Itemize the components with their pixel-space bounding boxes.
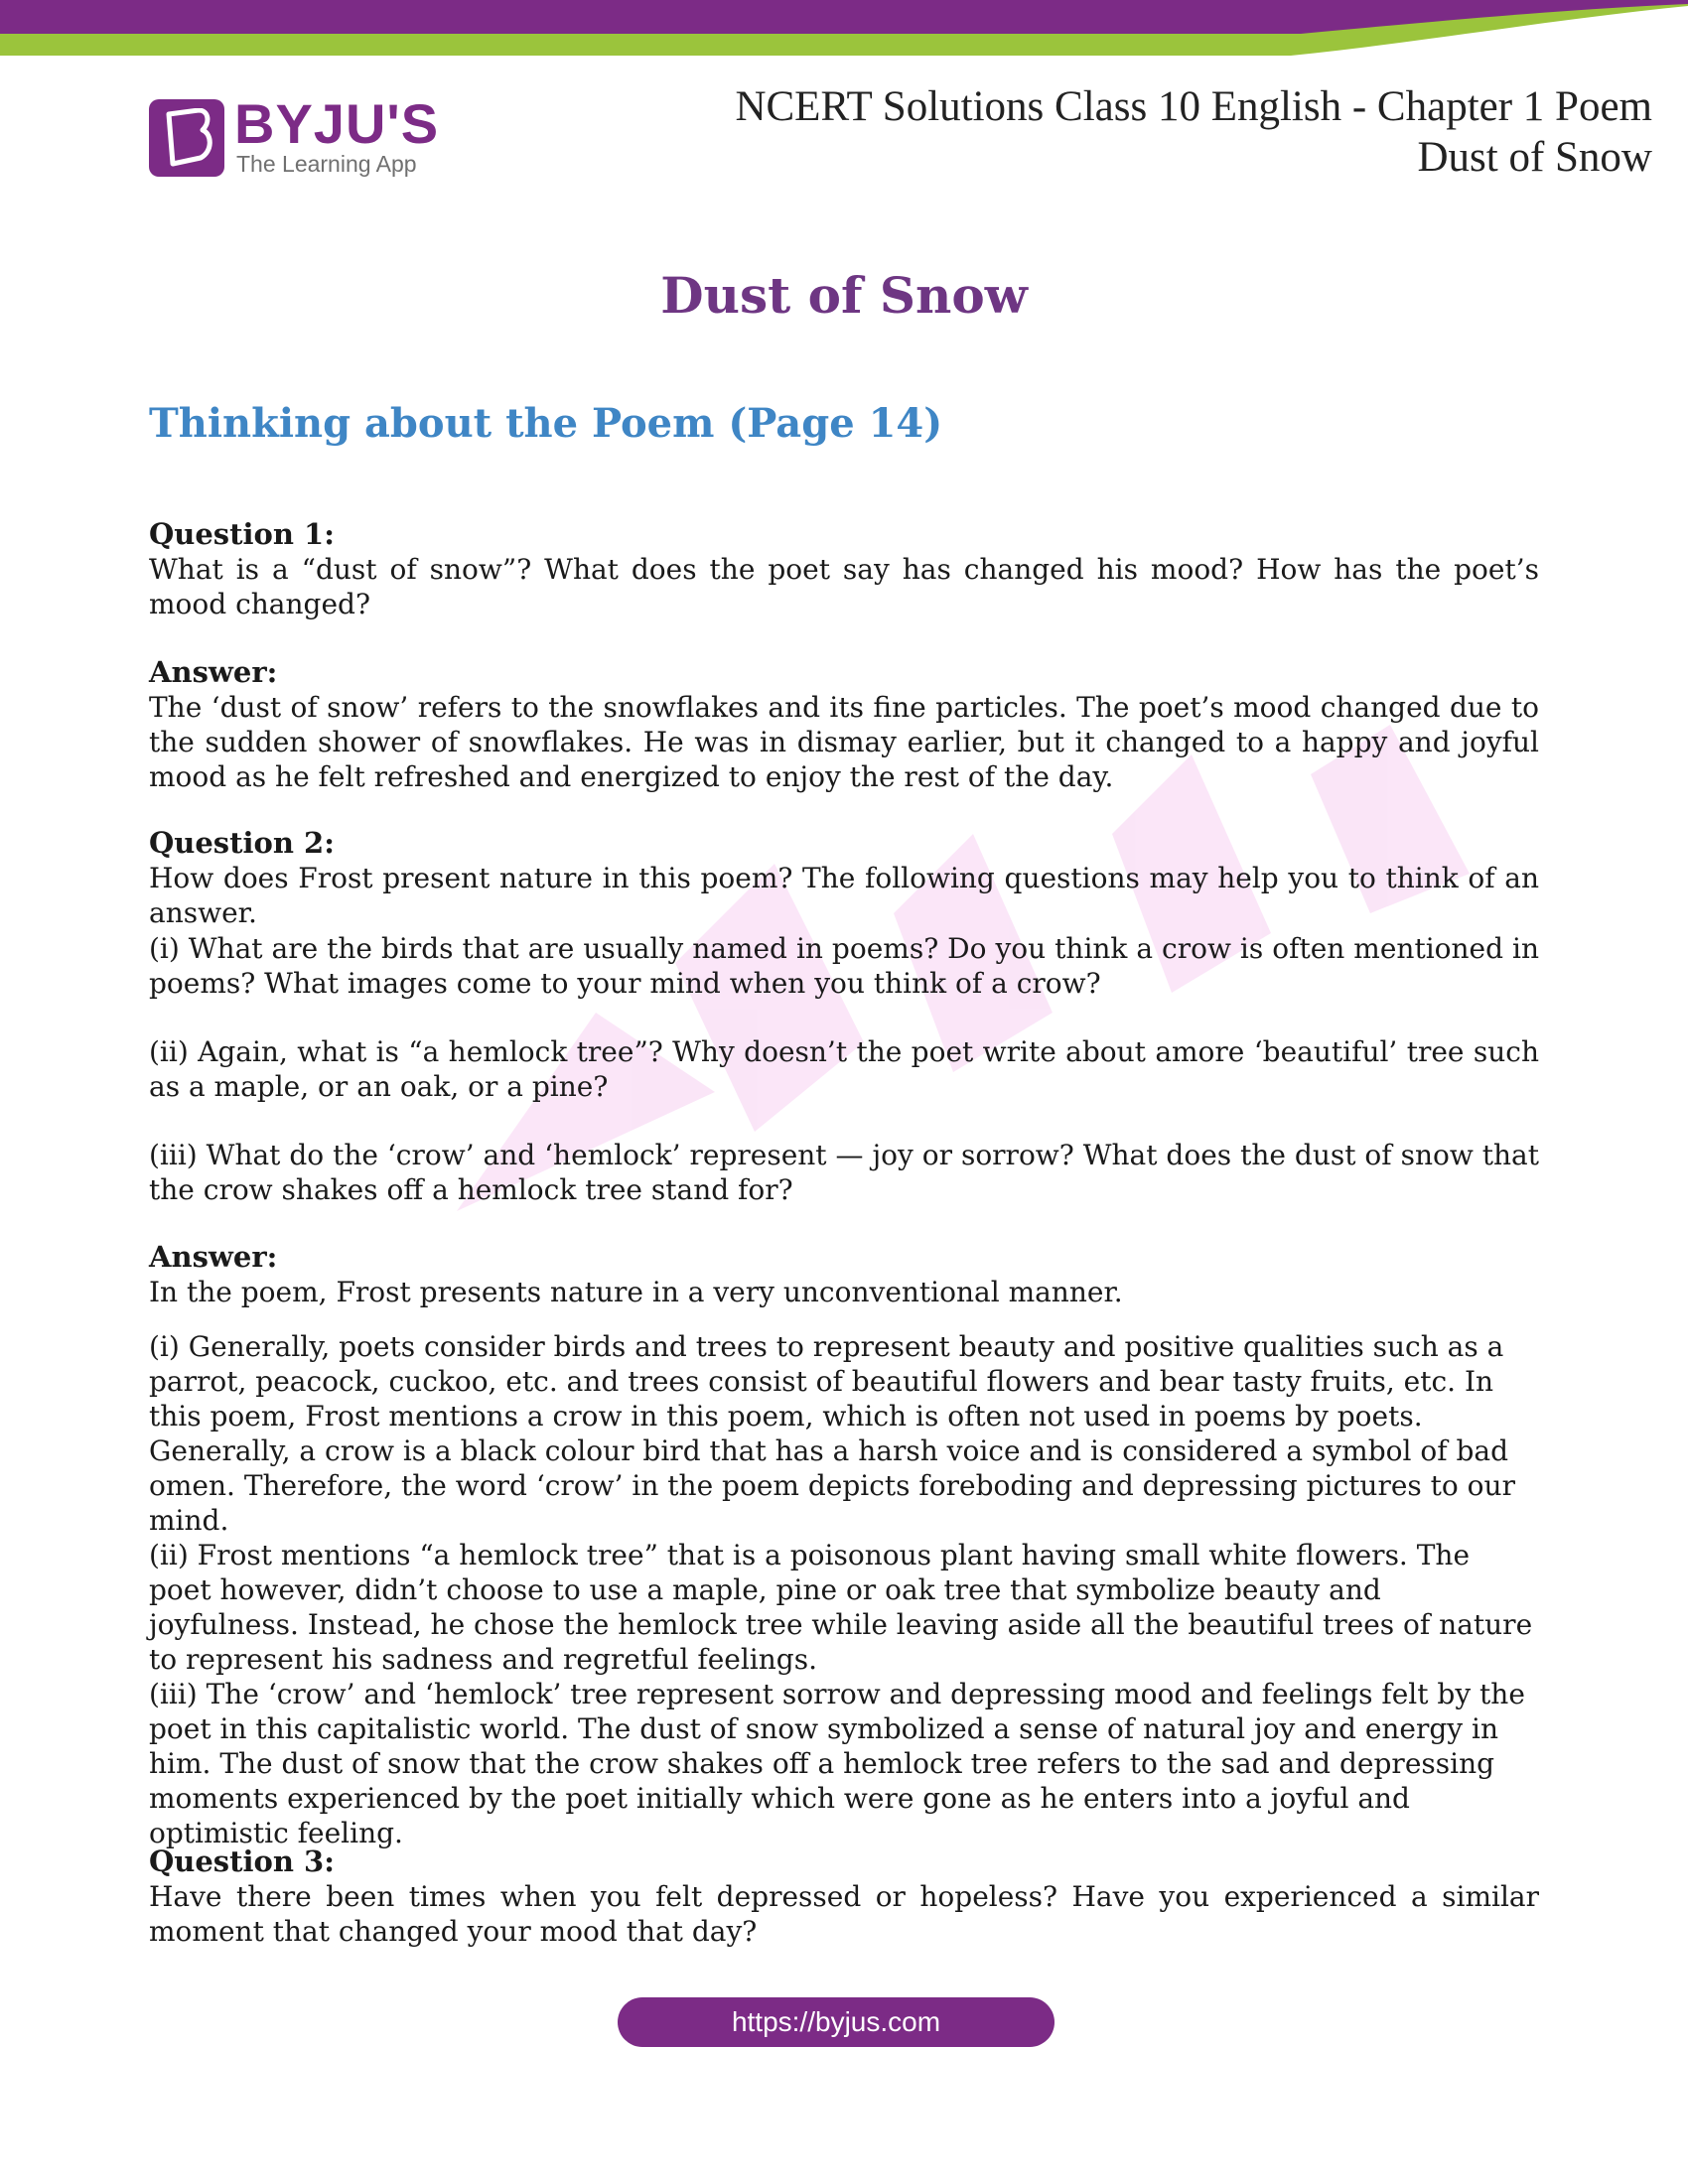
- answer-2-part-3: (iii) The ‘crow’ and ‘hemlock’ tree represent sorrow and depressing mood and feelings felt by the poet in this capitalistic world. The dust of snow symbolized a sense of natural joy and energy in him. The dust of snow that the crow shakes off a hemlock tree refers to the sad and depressing moments experienced by the poet initially which were gone as he enters into a joyful and optimistic feeling.: [149, 1678, 1525, 1849]
- question-2-label: Question 2:: [149, 826, 335, 860]
- byjus-logo: [149, 92, 447, 185]
- header-color-band: [0, 0, 1688, 60]
- answer-2-part-1: (i) Generally, poets consider birds and trees to represent beauty and positive qualities such as a parrot, peacock, cuckoo, etc. and trees consist of beautiful flowers and bear tasty fruits, etc. In this poem, Frost mentions a crow in this poem, which is often not used in poems by poets. Generally, a crow is a black colour bird that has a harsh voice and is considered a symbol of bad omen. Therefore, the word ‘crow’ in the poem depicts foreboding and depressing pictures to our mind.: [149, 1330, 1515, 1537]
- question-1: [149, 517, 1539, 621]
- question-2-part-2: [149, 1034, 1539, 1104]
- header-line-2: Dust of Snow: [1417, 134, 1652, 181]
- answer-2: [149, 1240, 1539, 1850]
- question-3: [149, 1844, 1539, 1949]
- answer-1-label: Answer:: [149, 655, 278, 689]
- answer-2-part-2: (ii) Frost mentions “a hemlock tree” that is a poisonous plant having small white flowers. The poet however, didn’t choose to use a maple, pine or oak tree that symbolize beauty and joyfulness. Instead, he chose the hemlock tree while leaving aside all the beautiful trees of nature to represent his sadness and regretful feelings.: [149, 1539, 1533, 1676]
- header-line-1: NCERT Solutions Class 10 English - Chapter 1 Poem: [735, 83, 1652, 130]
- footer-url-link[interactable]: https://byjus.com: [618, 1997, 1055, 2047]
- question-3-label: Question 3:: [149, 1844, 335, 1878]
- question-2-part-text: (ii) Again, what is “a hemlock tree”? Why doesn’t the poet write about amore ‘beautiful’ tree such as a maple, or an oak, or a pine?: [149, 1035, 1539, 1103]
- question-2-part-text: (i) What are the birds that are usually named in poems? Do you think a crow is often mentioned in poems? What images come to your mind when you think of a crow?: [149, 932, 1539, 1000]
- question-1-label: Question 1:: [149, 517, 335, 551]
- question-1-text: What is a “dust of snow”? What does the poet say has changed his mood? How has the poet’s mood changed?: [149, 553, 1539, 620]
- question-2-part-text: (iii) What do the ‘crow’ and ‘hemlock’ represent — joy or sorrow? What does the dust of snow that the crow shakes off a hemlock tree stand for?: [149, 1139, 1539, 1206]
- question-2-part-1: [149, 931, 1539, 1001]
- document-header: [560, 81, 1652, 183]
- answer-2-intro: In the poem, Frost presents nature in a very unconventional manner.: [149, 1276, 1123, 1308]
- question-3-text: Have there been times when you felt depressed or hopeless? Have you experienced a similar moment that changed your mood that day?: [149, 1880, 1539, 1948]
- answer-1-text: The ‘dust of snow’ refers to the snowflakes and its fine particles. The poet’s mood changed due to the sudden shower of snowflakes. He was in dismay earlier, but it changed to a happy and joyful mood as he felt refreshed and energized to enjoy the rest of the day.: [149, 691, 1539, 793]
- section-heading: Thinking about the Poem (Page 14): [149, 400, 943, 447]
- page-title: Dust of Snow: [660, 266, 1028, 325]
- question-2-part-3: [149, 1138, 1539, 1207]
- brand-tagline: The Learning App: [236, 151, 417, 177]
- byjus-logo-icon: [149, 99, 224, 177]
- answer-2-label: Answer:: [149, 1240, 278, 1274]
- question-2-intro: How does Frost present nature in this poem? The following questions may help you to think of an answer.: [149, 862, 1539, 929]
- answer-1: [149, 655, 1539, 794]
- brand-name: BYJU'S: [234, 92, 440, 155]
- question-2: [149, 826, 1539, 930]
